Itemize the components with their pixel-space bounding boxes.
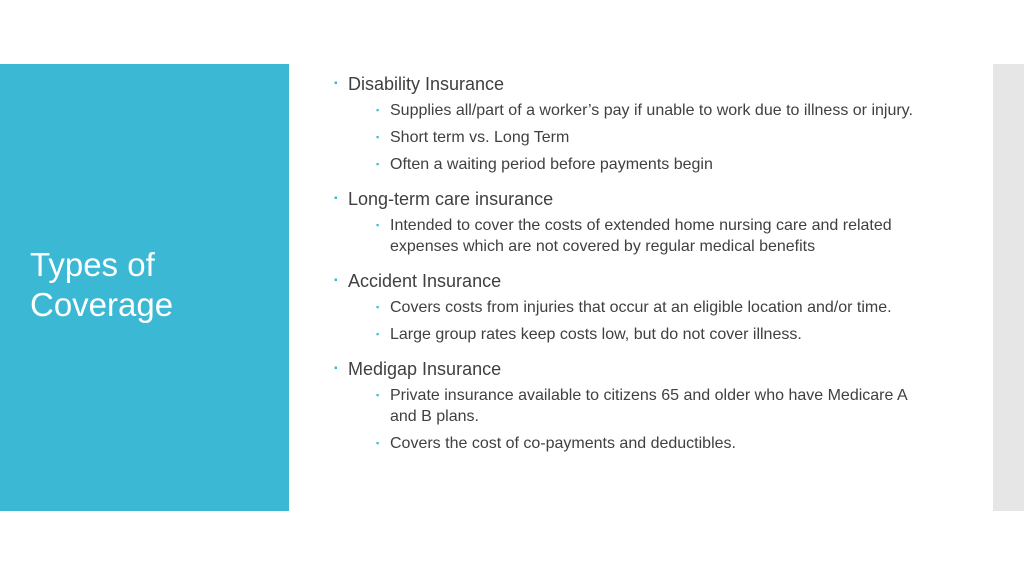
bullet-icon: ▪ [376, 159, 380, 169]
bullet-content [332, 72, 932, 466]
sub-bullet-text: Large group rates keep costs low, but do not cover illness. [390, 326, 802, 343]
sub-bullet [332, 324, 932, 345]
right-sidebar [993, 64, 1024, 511]
bullet-icon: ▪ [376, 220, 380, 230]
bullet-icon: ▪ [376, 302, 380, 312]
bullet-heading [332, 187, 932, 211]
section-long-term-care [332, 187, 932, 257]
bullet-heading [332, 72, 932, 96]
sub-bullet [332, 385, 932, 427]
heading-text: Accident Insurance [348, 271, 502, 291]
bullet-icon: ▪ [376, 329, 380, 339]
bullet-icon: ▪ [334, 363, 338, 374]
bullet-heading [332, 269, 932, 293]
bullet-heading [332, 357, 932, 381]
bullet-icon: ▪ [334, 275, 338, 286]
section-accident [332, 269, 932, 345]
bullet-icon: ▪ [334, 78, 338, 89]
sub-bullet-text: Supplies all/part of a worker’s pay if unable to work due to illness or injury. [390, 102, 913, 119]
sub-bullet-text: Intended to cover the costs of extended home nursing care and related expenses which are not covered by regular medical benefits [390, 217, 892, 255]
sub-bullet-text: Often a waiting period before payments begin [390, 156, 713, 173]
sub-bullet [332, 154, 932, 175]
sub-bullet [332, 215, 932, 257]
sub-bullet [332, 297, 932, 318]
bullet-icon: ▪ [334, 193, 338, 204]
bullet-icon: ▪ [376, 132, 380, 142]
section-medigap [332, 357, 932, 454]
slide-title: Types of Coverage [30, 246, 174, 323]
sub-bullet-text: Covers the cost of co-payments and deductibles. [390, 435, 736, 452]
sub-bullet-text: Short term vs. Long Term [390, 129, 570, 146]
bullet-icon: ▪ [376, 390, 380, 400]
sub-bullet-text: Private insurance available to citizens 65 and older who have Medicare A and B plans. [390, 387, 907, 425]
heading-text: Medigap Insurance [348, 359, 502, 379]
section-disability [332, 72, 932, 175]
sub-bullet-text: Covers costs from injuries that occur at an eligible location and/or time. [390, 299, 892, 316]
sub-bullet [332, 127, 932, 148]
bullet-icon: ▪ [376, 438, 380, 448]
sub-bullet [332, 433, 932, 454]
heading-text: Long-term care insurance [348, 189, 554, 209]
heading-text: Disability Insurance [348, 74, 505, 94]
bullet-icon: ▪ [376, 105, 380, 115]
sub-bullet [332, 100, 932, 121]
